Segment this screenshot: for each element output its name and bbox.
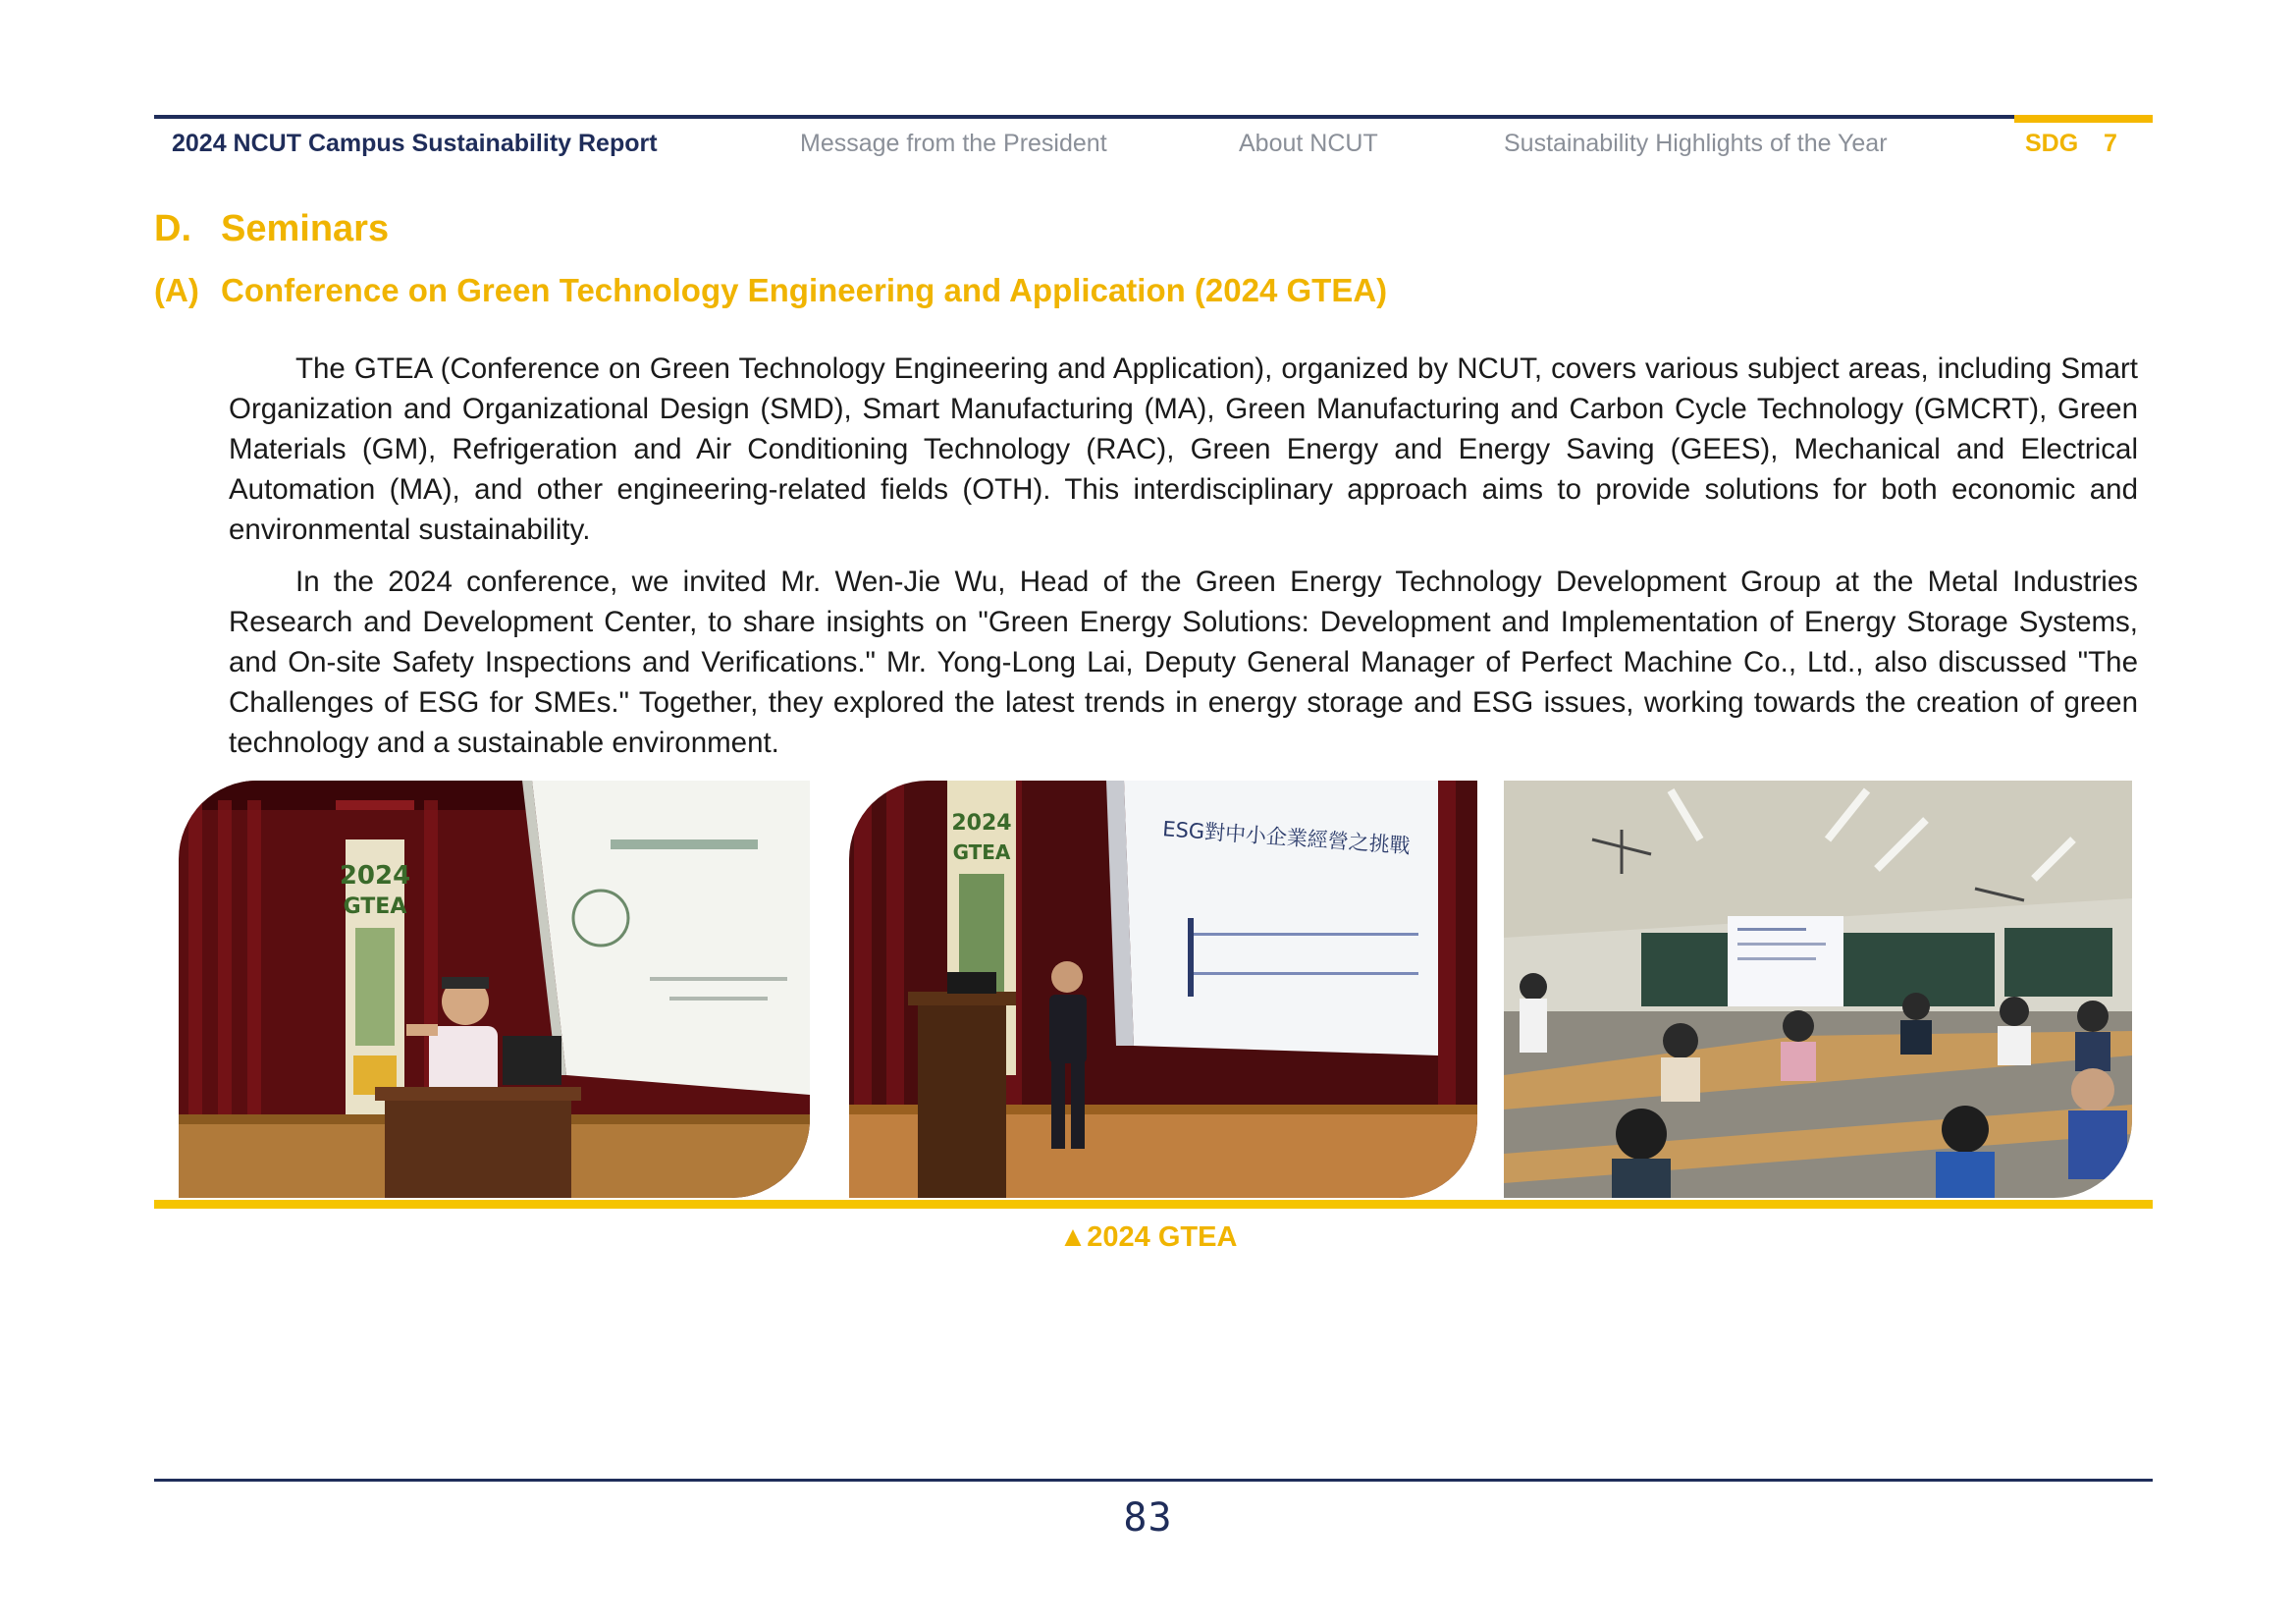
sdg-label: SDG [2025,130,2079,157]
banner-year: 2024 [339,861,411,891]
slide-title: ESG對中小企業經營之挑戰 [1161,817,1412,858]
photo-strip-underline [154,1200,2153,1209]
sdg-accent-bar [2014,115,2153,123]
subsection-heading [154,272,1387,309]
subsection-letter: (A) [154,272,199,308]
section-title: Seminars [221,208,390,249]
nav-about-ncut[interactable]: About NCUT [1239,130,1378,157]
banner2-year: 2024 [951,811,1012,836]
header-rule [154,115,2014,119]
photo-speaker-podium [179,781,810,1198]
page-number: 83 [1123,1495,1173,1541]
paragraph-1: The GTEA (Conference on Green Technology Engineering and Application), organized by NCUT, covers various subject areas, including Smart Organization and Organizational Design (SMD), Smart Manufacturing (MA), Green Manufacturing and Carbon Cycle Technology (GMCRT), Green Materials (GM), Refrigeration and Air Conditioning Technology (RAC), Green Energy and Energy Saving (GEES), Mechanical and Electrical Automation (MA), and other engineering-related fields (OTH). This interdisciplinary approach aims to provide solutions for both economic and environmental sustainability. [229,352,2138,546]
photo-esg-presentation [849,781,1477,1198]
photo-classroom-audience [1504,781,2132,1198]
photo-caption: ▲2024 GTEA [1058,1221,1238,1253]
banner-gtea: GTEA [343,894,407,919]
paragraph-2: In the 2024 conference, we invited Mr. Wen-Jie Wu, Head of the Green Energy Technology Development Group at the Metal Industries Research and Development Center, to share insights on "Green Energy Solutions: Development and Implementation of Energy Storage Systems, and On-site Safety Inspections and Verifications." Mr. Yong-Long Lai, Deputy General Manager of Perfect Machine Co., Ltd., also discussed "The Challenges of ESG for SMEs." Together, they explored the latest trends in energy storage and ESG issues, working towards the creation of green technology and a sustainable environment. [229,566,2138,759]
nav-sustainability-highlights[interactable]: Sustainability Highlights of the Year [1504,130,1888,157]
subsection-title: Conference on Green Technology Engineering and Application (2024 GTEA) [221,272,1388,308]
banner2-gtea: GTEA [952,840,1011,864]
report-title: 2024 NCUT Campus Sustainability Report [172,130,658,157]
footer-rule [154,1479,2153,1482]
sdg-number: 7 [2104,130,2117,157]
nav-message-from-president[interactable]: Message from the President [800,130,1107,157]
section-heading [154,208,389,250]
section-letter: D. [154,208,191,249]
